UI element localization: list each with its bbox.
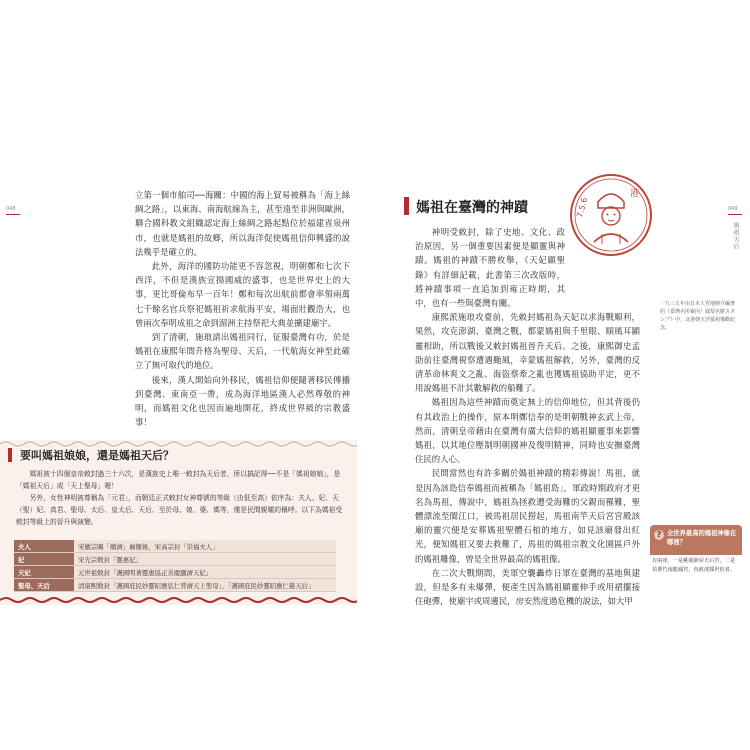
description-cell: 清康熙敕封「護國庇民妙靈昭應弘仁普濟天上聖母」、「護國庇民妙靈昭應仁慈天后」 [74, 579, 336, 592]
table-row [14, 553, 336, 566]
sidebar-text [16, 468, 346, 528]
seal-glyph: 港 [630, 189, 640, 199]
left-paragraph: 立第一個市舶司──海關：中國的海上貿易被稱為「海上絲綢之路」，以東海、南海航線為主，甚至遠至非洲與歐洲，聯合國科教文組織認定海上絲綢之路起點位於福建省泉州市，也就是媽祖的故鄉，所以海洋促使媽祖信仰興盛的說法幾乎是確立的。 [135, 190, 350, 257]
right-paragraph: 媽祖因為這些神蹟而奠定無上的信仰地位，但其背後仍有其政治上的操作，原本明鄭信奉的是明朝戰神玄武上帝，然而，清朝皇帝藉由在臺灣有廣大信仰的媽祖顯靈事來影響媽祖，以其地位壓制明朝國神及復明精神，同時也安撫臺灣住民的人心。 [415, 397, 640, 465]
question-box [650, 525, 742, 615]
question-header [650, 525, 742, 555]
right-page-number: 049 [728, 206, 738, 212]
rank-table [14, 540, 336, 592]
sidebar-title: 要叫媽祖娘娘，還是媽祖天后？ [20, 449, 174, 462]
right-paragraph: 康熙派施琅攻臺前，先敕封媽祖為天妃以求海戰順利，果然，攻克澎湖、臺灣之戰，都蒙媽祖與千里眼、順風耳顯靈相助，所以戰後又敕封媽祖晉升天后。之後，康熙御史孟劭前往臺灣視察遭遇颱風，幸蒙媽祖解救，另外，臺灣的反清革命林爽文之亂、海盜蔡牽之亂也獲媽祖協助平定，更不用說媽祖不計其數解救的船難了。 [415, 312, 640, 394]
seal-date: 7.5.6 [575, 196, 590, 219]
section-title-marker [404, 197, 409, 215]
table-row [14, 540, 336, 553]
question-title: 全世界最高的媽祖神像在哪裡？ [667, 530, 737, 546]
right-paragraph: 在二次大戰期間，美軍空襲轟炸日軍在臺灣的基地與建設，但是多有未爆彈，便產生因為媽祖顯靈伸手或用裙擺接住砲彈，使廟宇或周邊民，房安然度過危機的說法，如大甲 [415, 567, 640, 607]
left-body-text [135, 188, 350, 429]
description-cell: 宋光宗敕封「靈惠妃」 [74, 553, 336, 566]
right-paragraph: 神明受敕封，除了史地、文化、政治原因，另一個重要因素便是顯靈與神蹟。媽祖的神蹟不勝枚舉，《天妃顯聖錄》有詳細記載，此書第三次改版時，將神蹟事項一直追加到雍正時期，其中，也有一些與臺灣有關。 [415, 227, 565, 309]
description-cell: 宋徽宗賜「順濟」廟額後，宋高宗封「崇福夫人」 [74, 540, 336, 553]
rank-cell: 聖母、天后 [14, 579, 74, 592]
right-body-text [415, 225, 640, 608]
left-paragraph: 此外，海洋的國防功能更不容忽視，明朝鄭和七次下西洋，不但是漢族宣揚國威的盛事，也是世界史上的大事，更比哥倫布早一百年！鄭和每次出航前都會率領兩萬七千餘名官兵祭祀媽祖祈求航海平安，場面壯觀浩大，也曾兩次奉明成祖之命到湄洲主持祭祀大典並擴建廟宇。 [135, 261, 350, 328]
description-cell: 元世祖敕封「護國明著靈惠協正善慶顯濟天妃」 [74, 566, 336, 579]
right-page-rule [728, 214, 742, 215]
right-paragraph: 民間當然也有許多關於媽祖神蹟的精彩傳說！馬祖，就是因為該島信奉媽祖而被稱為「媽祖島」，軍政時期政府才更名為馬祖，傳說中，媽祖為拯救遭受海難的父親而罹難，聖體漂流至閩江口，被馬祖居民撈起，馬祖南竿天后宮宮殿該廟的靈穴便是安葬媽祖聖體石棺的地方，如見該廟發出紅光，便知媽祖又要去救難了，馬祖的媽祖宗教文化園區戶外的媽祖雕像，曾是全世界最高的媽祖像。 [415, 468, 640, 564]
image-caption: 一九三五年由日本人宮地硬介編著的《臺灣名所案內》鳳梨名勝スタンプ》中，北港朝天宮媽祖像戳紀念。 [660, 301, 736, 331]
question-icon: ? [654, 530, 664, 540]
right-side-label: 媽祖天后 [732, 222, 739, 250]
rank-cell: 天妃 [14, 566, 74, 579]
table-row [14, 579, 336, 592]
question-answer: 有兩座，一是桃園新屋天后宮，二是苗栗竹南龍鳳宮，內政部採世俗者。 [652, 558, 736, 573]
section-title: 媽祖在臺灣的神蹟 [416, 200, 528, 216]
sidebar-paragraph: 另外，女性神明被尊稱為「元君」，而朝廷正式敕封女神尊號的等級（由低至高）依序為：夫人、妃、天（聖）妃、真君、聖母、太后、皇太后、天后、至於母、娘、婆、媽等，僅是民間親暱的稱呼。以下為媽祖受敕封等級上的晉升與演變。 [16, 494, 343, 526]
left-page-number: 048 [6, 206, 16, 212]
left-paragraph: 到了清朝，施琅請出媽祖同行，征服臺灣有功，於是媽祖在康熙年間升格為聖母、天后，一代航海女神至此確立了無可取代的地位。 [135, 332, 350, 371]
sidebar-bottom-wave [0, 596, 357, 604]
rank-cell: 夫人 [14, 540, 74, 553]
left-page-rule [6, 214, 20, 215]
sidebar-paragraph: 媽祖被十四個皇帝敕封過三十六次，是漢族史上唯一敕封為天后者，所以搞記得──不是「媽祖娘娘」，是「媽祖天后」或「天上聖母」喔！ [16, 470, 341, 490]
table-row [14, 566, 336, 579]
rank-cell: 妃 [14, 553, 74, 566]
sidebar-title-marker [8, 448, 12, 462]
left-paragraph: 後來，漢人開始向外移民，媽祖信仰便隨著移民傳播到臺灣、東南亞一帶，成為海洋地區漢人必然尊敬的神明，而媽祖文化也因而遍地開花，終成世界級的宗教盛事！ [135, 374, 350, 428]
